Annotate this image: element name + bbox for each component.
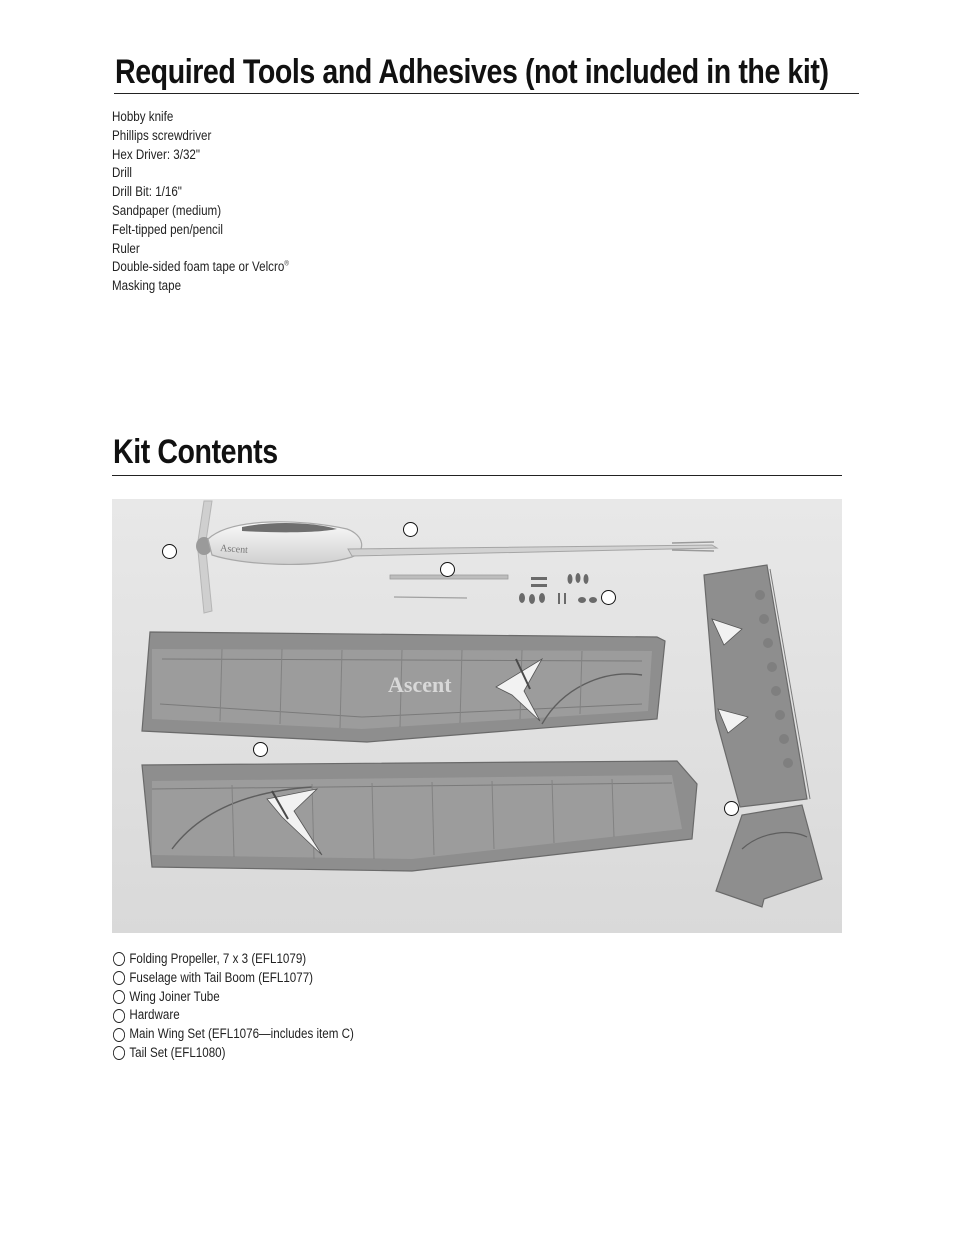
kit-contents-photo — [112, 499, 842, 933]
tools-list-item-text: Double-sided foam tape or Velcro — [112, 259, 285, 275]
kit-contents-list-item — [113, 1006, 354, 1025]
kit-contents-heading: Kit Contents — [113, 433, 278, 471]
tools-list-item: Drill Bit: 1/16" — [112, 184, 182, 200]
kit-photo-illustration — [112, 499, 842, 933]
tools-list-item: Masking tape — [112, 278, 182, 294]
kit-contents-list-item — [113, 969, 354, 988]
tools-heading: Required Tools and Adhesives (not included in the kit) — [115, 53, 829, 91]
registered-trademark-symbol: ® — [284, 260, 289, 268]
checkbox-circle-icon — [113, 1046, 125, 1060]
callout-marker-hardware — [601, 590, 616, 605]
checkbox-circle-icon — [113, 1028, 125, 1042]
callout-marker-tail-set — [724, 801, 739, 816]
kit-contents-list-item — [113, 950, 354, 969]
kit-item-label: Folding Propeller, 7 x 3 (EFL1079) — [129, 951, 307, 966]
tools-list-item — [112, 258, 289, 277]
kit-item-label: Wing Joiner Tube — [129, 988, 220, 1004]
tools-list-item: Hobby knife — [112, 109, 174, 124]
fuselage-logo-text: Ascent — [219, 543, 249, 556]
kit-item-label: Main Wing Set (EFL1076—includes item C) — [129, 1026, 354, 1042]
kit-contents-list — [113, 950, 393, 1063]
kit-contents-list-item — [113, 1044, 354, 1063]
kit-contents-heading-rule — [112, 475, 842, 476]
tools-list-item: Drill — [112, 165, 132, 181]
tools-heading-rule — [114, 93, 859, 94]
kit-item-label: Fuselage with Tail Boom (EFL1077) — [129, 969, 314, 985]
tools-list-item: Hex Driver: 3/32" — [112, 146, 201, 162]
tools-list-item: Phillips screwdriver — [112, 127, 212, 143]
callout-marker-propeller — [162, 544, 177, 559]
kit-contents-list-item — [113, 988, 354, 1007]
tools-list-item: Sandpaper (medium) — [112, 202, 222, 218]
callout-marker-joiner-tube — [440, 562, 455, 577]
checkbox-circle-icon — [113, 971, 125, 985]
tools-list-item: Ruler — [112, 240, 140, 256]
tools-list-item: Felt-tipped pen/pencil — [112, 221, 224, 237]
tools-list — [112, 108, 318, 296]
kit-item-label: Tail Set (EFL1080) — [129, 1044, 226, 1060]
checkbox-circle-icon — [113, 1009, 125, 1023]
kit-contents-list-item — [113, 1025, 354, 1044]
callout-marker-fuselage — [403, 522, 418, 537]
kit-item-label: Hardware — [129, 1007, 180, 1023]
callout-marker-main-wing — [253, 742, 268, 757]
checkbox-circle-icon — [113, 952, 125, 966]
checkbox-circle-icon — [113, 990, 125, 1004]
wing-logo-text: Ascent — [388, 672, 452, 697]
